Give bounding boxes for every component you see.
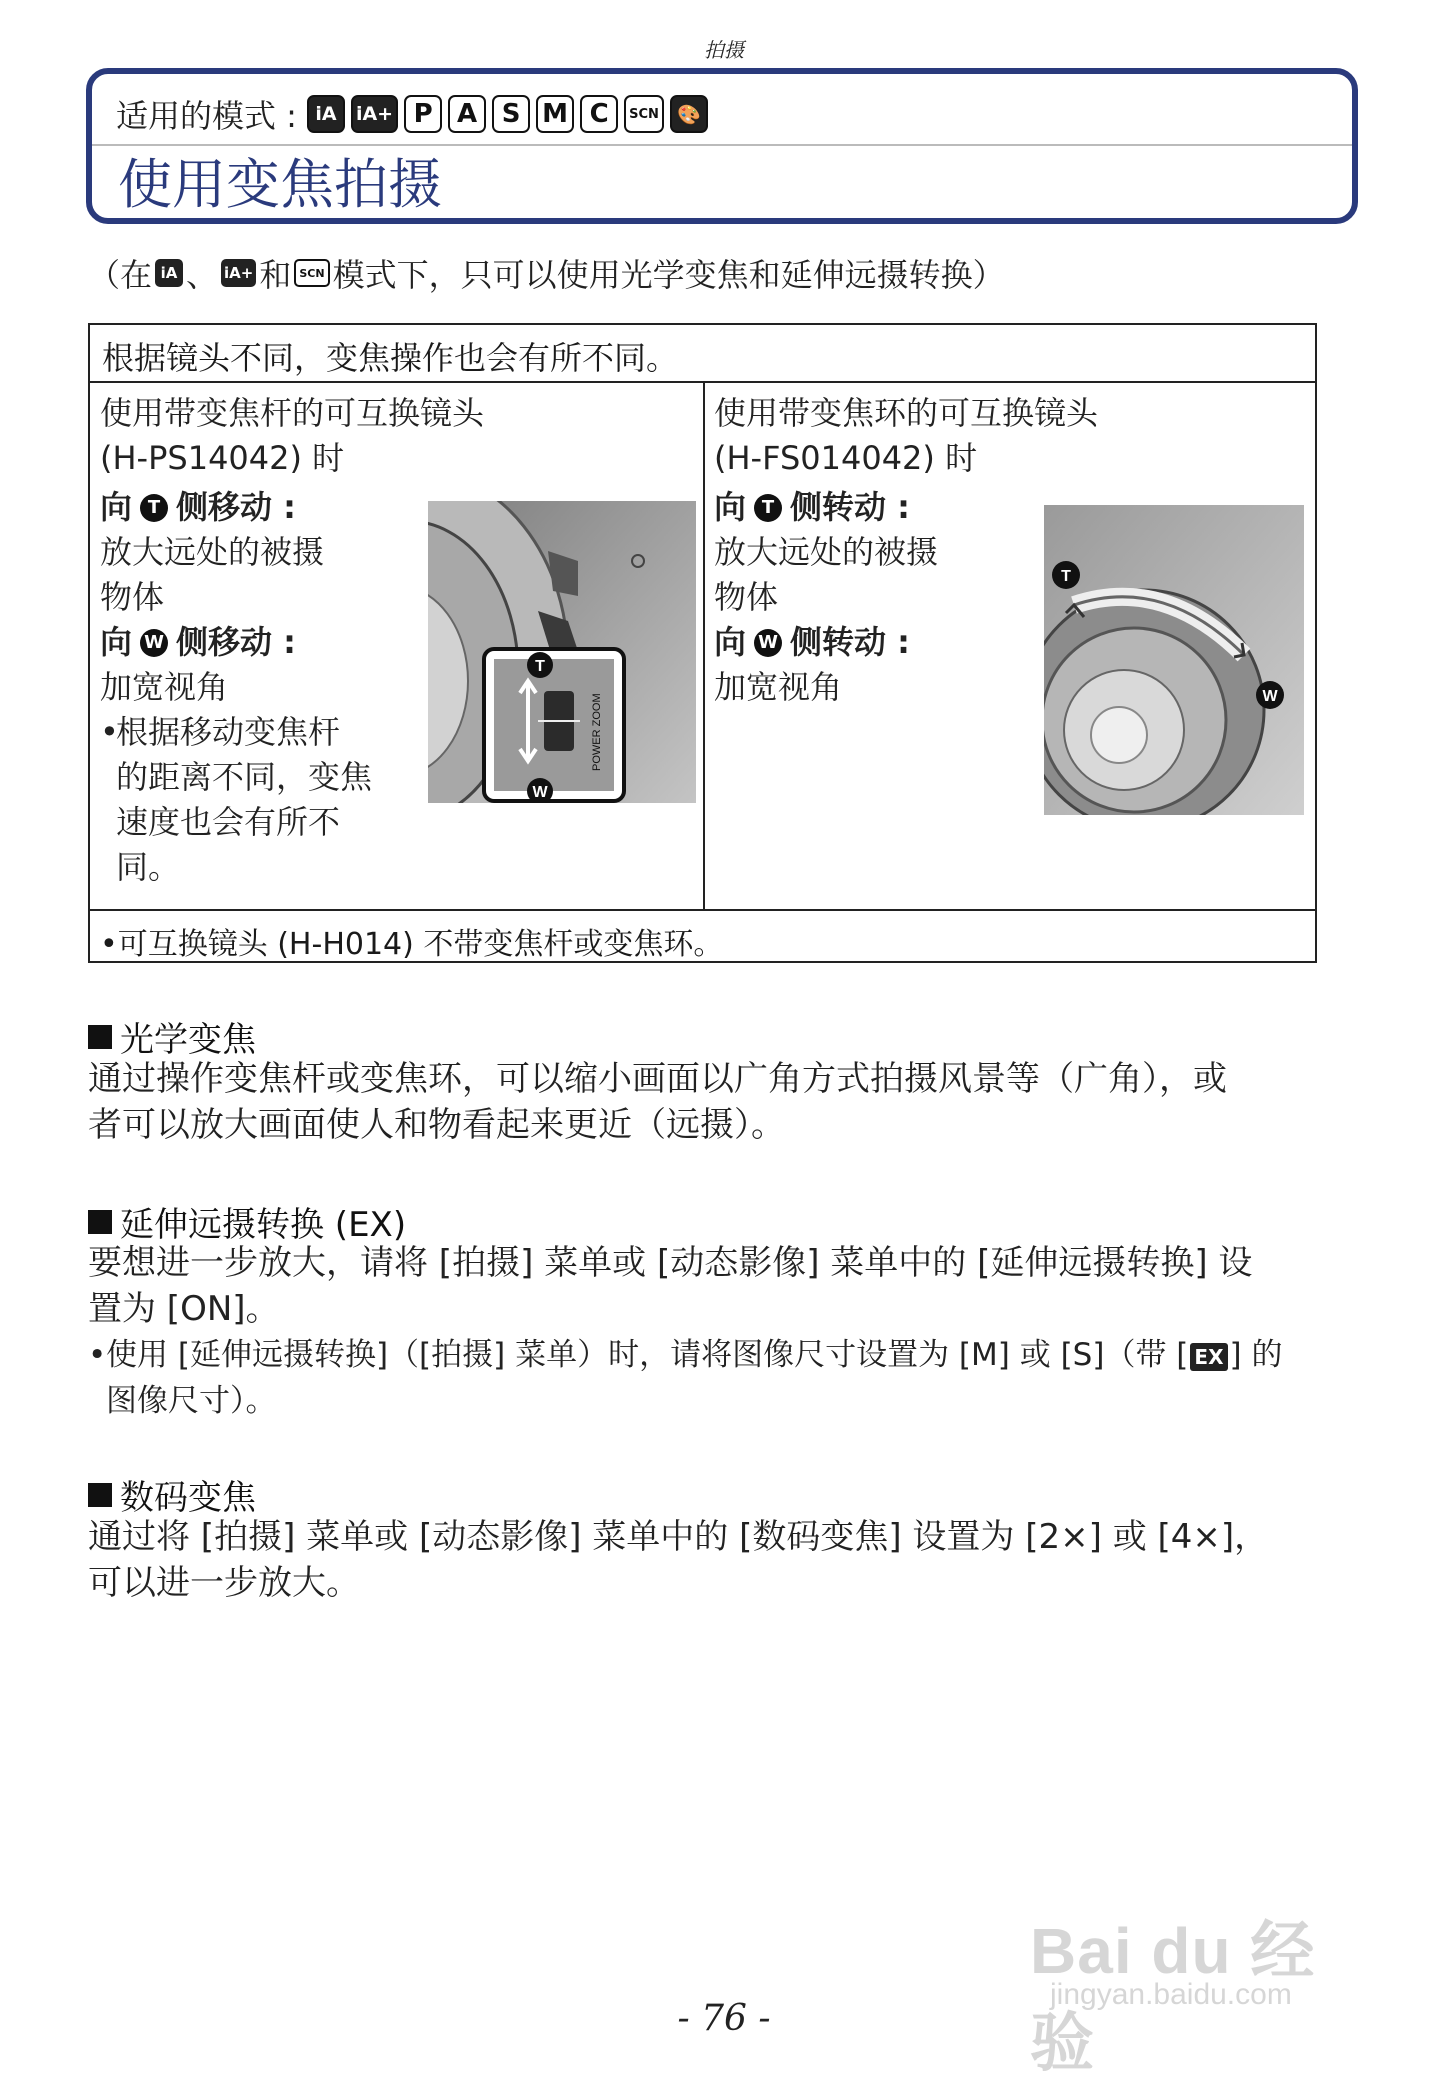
- optical-zoom-line: 通过操作变焦杆或变焦环，可以缩小画面以广角方式拍摄风景等（广角），或: [88, 1059, 1227, 1099]
- ex-icon: EX: [1190, 1343, 1227, 1371]
- section-square-icon: [88, 1210, 112, 1234]
- ring-wide-desc: 加宽视角: [714, 668, 843, 706]
- optical-zoom-title: 光学变焦: [120, 1020, 256, 1060]
- custom-mode-icon: C: [580, 95, 618, 133]
- optical-zoom-body: [88, 1056, 1353, 1148]
- table-footer-note: •可互换镜头 (H-H014) 不带变焦杆或变焦环。: [90, 909, 1315, 963]
- wide-prefix: 向: [100, 623, 133, 661]
- tele-suffix: 侧移动 :: [176, 488, 296, 526]
- zoom-lever-title-line1: 使用带变焦杆的可互换镜头: [100, 394, 485, 432]
- bullet-mark: •: [100, 713, 119, 751]
- watermark-text: Bai du 经验: [1030, 1915, 1316, 2079]
- digital-zoom-line: 通过将 [拍摄] 菜单或 [动态影像] 菜单中的 [数码变焦] 设置为 [2×] 或 [4×]，: [88, 1517, 1269, 1557]
- wide-desc: 加宽视角: [100, 668, 229, 706]
- section-square-icon: [88, 1483, 112, 1507]
- program-mode-icon: P: [404, 95, 442, 133]
- wide-suffix: 侧移动 :: [176, 623, 296, 661]
- table-column-divider: [703, 383, 705, 909]
- ex-tele-bullet: [88, 1332, 1353, 1424]
- page-category: 拍摄: [704, 38, 744, 62]
- zoom-ring-title-line1: 使用带变焦环的可互换镜头: [714, 394, 1099, 432]
- intelligent-auto-icon: iA: [307, 95, 345, 133]
- mode-divider: [92, 144, 1352, 146]
- zoom-operation-table: [88, 323, 1317, 963]
- power-zoom-label: POWER ZOOM: [591, 693, 603, 771]
- creative-control-icon: 🎨: [670, 95, 708, 133]
- zoom-speed-line: 根据移动变焦杆: [116, 713, 341, 751]
- ex-bullet-text: 使用 [延伸远摄转换]（[拍摄] 菜单）时，请将图像尺寸设置为 [M] 或 [S]（带 [: [106, 1337, 1189, 1373]
- ex-tele-line: 要想进一步放大，请将 [拍摄] 菜单或 [动态影像] 菜单中的 [延伸远摄转换] 设: [88, 1243, 1253, 1283]
- figure-t-marker: T: [535, 658, 545, 675]
- ring-wide-suffix: 侧转动 :: [790, 623, 910, 661]
- watermark-url: jingyan.baidu.com: [1050, 1978, 1292, 2011]
- zoom-speed-line: 同。: [116, 848, 181, 886]
- page-number: - 76 -: [677, 1998, 771, 2039]
- zoom-ring-lens-illustration: [1044, 505, 1304, 815]
- ring-wide-w-icon: W: [754, 629, 782, 657]
- intelligent-auto-plus-icon: iA+: [351, 95, 398, 133]
- optical-zoom-line: 者可以放大画面使人和物看起来更近（远摄）。: [88, 1105, 785, 1145]
- zoom-lever-lens-illustration: [428, 501, 696, 803]
- ring-figure-t-marker: T: [1061, 568, 1071, 585]
- zoom-speed-line: 的距离不同，变焦: [116, 758, 373, 796]
- ring-wide-prefix: 向: [714, 623, 747, 661]
- ex-bullet-text: 图像尺寸）。: [106, 1383, 277, 1419]
- bullet-mark: •: [88, 1337, 107, 1373]
- digital-zoom-title: 数码变焦: [120, 1478, 256, 1518]
- note-rest: 模式下，只可以使用光学变焦和延伸远摄转换）: [332, 256, 1005, 294]
- digital-zoom-heading: [88, 1470, 256, 1519]
- ex-tele-body: [88, 1240, 1353, 1424]
- ex-tele-heading: [88, 1197, 406, 1246]
- note-open: （在: [88, 256, 153, 294]
- ring-tele-t-icon: T: [754, 494, 782, 522]
- ring-tele-desc-line1: 放大远处的被摄: [714, 533, 939, 571]
- ring-tele-prefix: 向: [714, 488, 747, 526]
- zoom-speed-line: 速度也会有所不: [116, 803, 341, 841]
- page-title: 使用变焦拍摄: [118, 153, 442, 216]
- optical-zoom-heading: [88, 1012, 256, 1061]
- intelligent-auto-icon: iA: [155, 259, 183, 287]
- intelligent-auto-plus-icon: iA+: [221, 259, 256, 287]
- mode-panel: [86, 68, 1358, 224]
- note-and: 和: [259, 256, 292, 294]
- modes-label: 适用的模式 :: [116, 97, 297, 135]
- scene-mode-icon: SCN: [624, 95, 664, 133]
- wide-w-icon: W: [140, 629, 168, 657]
- ring-tele-suffix: 侧转动 :: [790, 488, 910, 526]
- digital-zoom-line: 可以进一步放大。: [88, 1563, 360, 1603]
- zoom-ring-title-line2: (H-FS014042) 时: [714, 439, 978, 477]
- ex-tele-title: 延伸远摄转换 (EX): [120, 1205, 407, 1245]
- tele-desc-line1: 放大远处的被摄: [100, 533, 325, 571]
- baidu-watermark: [1030, 1860, 1360, 2079]
- ring-figure-w-marker: W: [1262, 688, 1278, 705]
- zoom-lever-title-line2: (H-PS14042) 时: [100, 439, 345, 477]
- aperture-mode-icon: A: [448, 95, 486, 133]
- scene-mode-icon: SCN: [294, 259, 329, 287]
- applicable-modes-row: [116, 92, 714, 136]
- manual-mode-icon: M: [536, 95, 574, 133]
- tele-prefix: 向: [100, 488, 133, 526]
- ex-bullet-text: ] 的: [1229, 1337, 1283, 1373]
- figure-w-marker: W: [532, 784, 548, 801]
- table-header: 根据镜头不同，变焦操作也会有所不同。: [90, 325, 1315, 383]
- digital-zoom-body: [88, 1514, 1353, 1606]
- ring-tele-desc-line2: 物体: [714, 578, 779, 616]
- mode-restriction-note: [88, 250, 1005, 296]
- tele-desc-line2: 物体: [100, 578, 165, 616]
- note-separator: 、: [186, 256, 219, 294]
- tele-t-icon: T: [140, 494, 168, 522]
- ex-tele-line: 置为 [ON]。: [88, 1289, 280, 1329]
- shutter-mode-icon: S: [492, 95, 530, 133]
- section-square-icon: [88, 1025, 112, 1049]
